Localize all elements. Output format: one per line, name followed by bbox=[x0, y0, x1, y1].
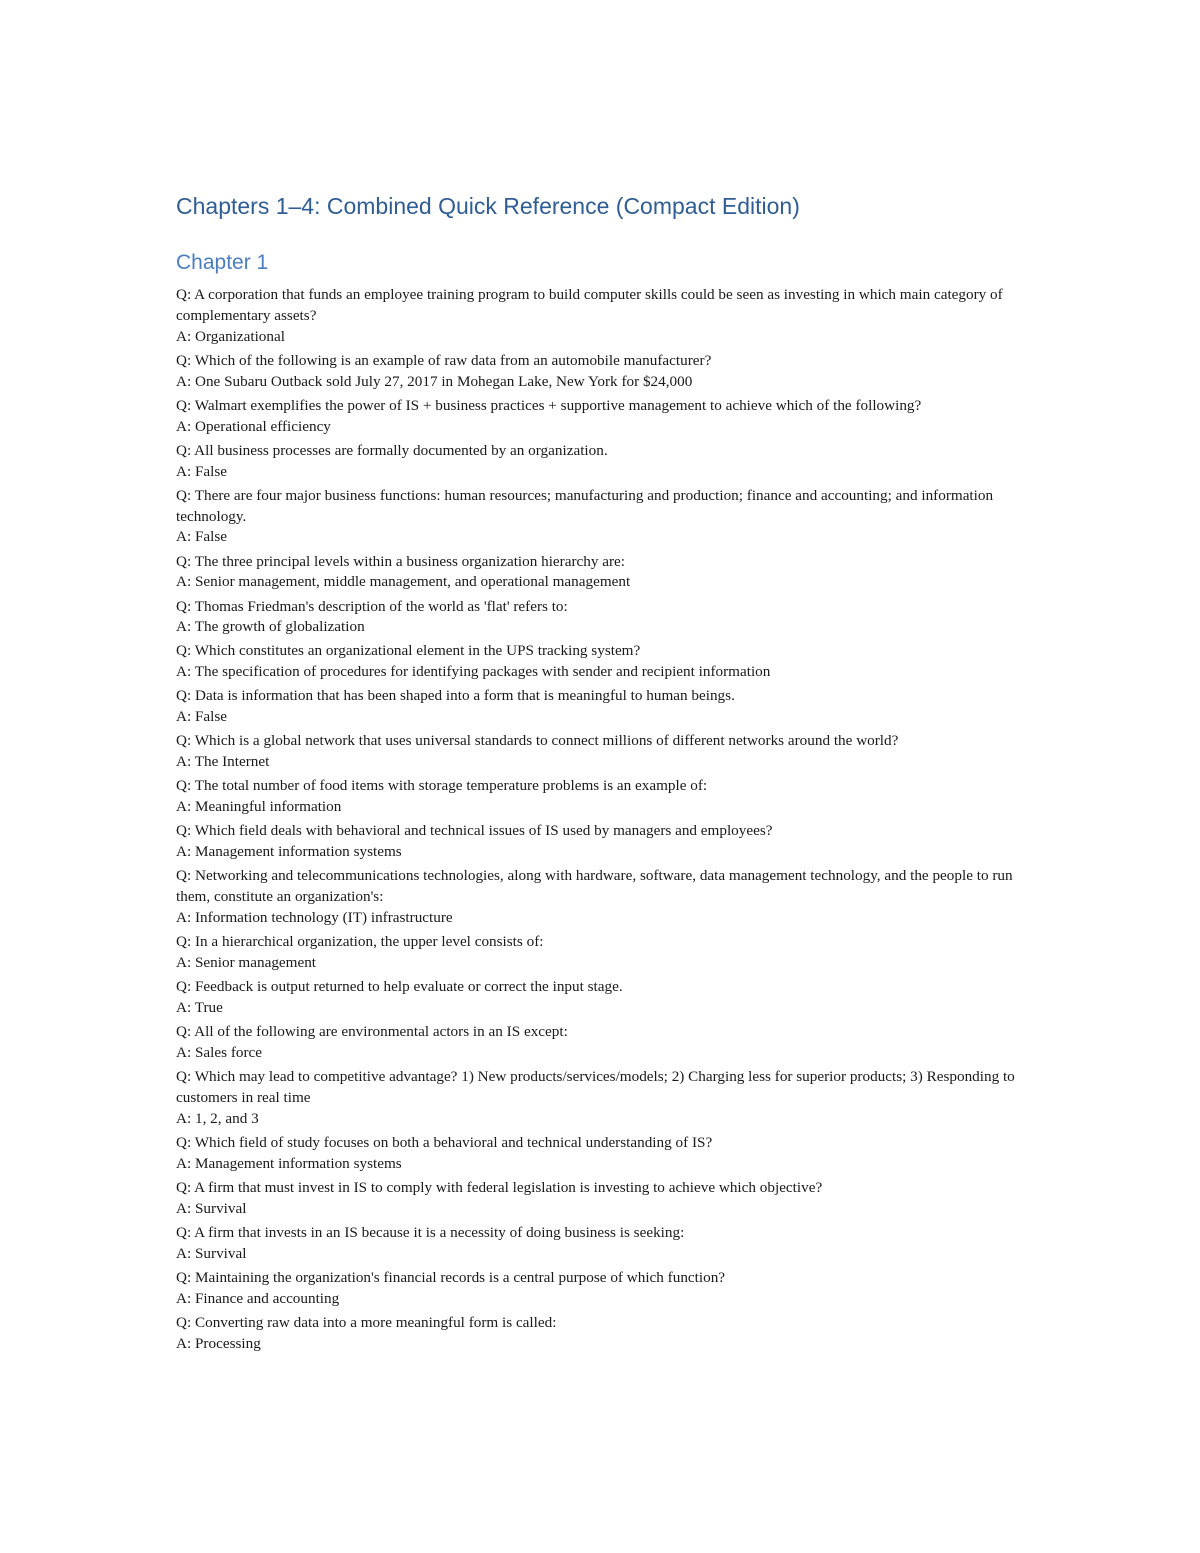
answer-text: A: Finance and accounting bbox=[176, 1289, 340, 1307]
document-title: Chapters 1–4: Combined Quick Reference (Compact Edition) bbox=[176, 193, 800, 219]
qa-item bbox=[176, 1133, 1026, 1175]
question-text: Q: A firm that invests in an IS because it is a necessity of doing business is seeking: bbox=[176, 1223, 685, 1241]
answer-text: A: Sales force bbox=[176, 1043, 263, 1061]
answer-text: A: False bbox=[176, 528, 228, 546]
question-text: Q: Maintaining the organization's financial records is a central purpose of which function? bbox=[176, 1268, 726, 1286]
question-text: Q: There are four major business functions: human resources; manufacturing and production; finance and accounting; and information technology. bbox=[176, 486, 994, 525]
question-text: Q: The total number of food items with storage temperature problems is an example of: bbox=[176, 777, 708, 795]
answer-text: A: Survival bbox=[176, 1244, 247, 1262]
qa-item bbox=[176, 977, 1026, 1019]
answer-text: A: Processing bbox=[176, 1334, 261, 1352]
answer-text: A: The Internet bbox=[176, 753, 270, 771]
answer-text: A: Management information systems bbox=[176, 1154, 402, 1172]
answer-text: A: False bbox=[176, 462, 228, 480]
qa-item bbox=[176, 552, 1026, 594]
question-text: Q: Which field of study focuses on both a behavioral and technical understanding of IS? bbox=[176, 1133, 713, 1151]
question-text: Q: A firm that must invest in IS to comply with federal legislation is investing to achieve which objective? bbox=[176, 1178, 823, 1196]
question-text: Q: Thomas Friedman's description of the world as 'flat' refers to: bbox=[176, 597, 568, 615]
question-text: Q: Walmart exemplifies the power of IS + business practices + supportive management to achieve which of the following? bbox=[176, 396, 922, 414]
qa-item bbox=[176, 1223, 1026, 1265]
qa-item bbox=[176, 932, 1026, 974]
qa-item bbox=[176, 821, 1026, 863]
qa-item bbox=[176, 396, 1026, 438]
answer-text: A: Operational efficiency bbox=[176, 417, 331, 435]
answer-text: A: One Subaru Outback sold July 27, 2017 in Mohegan Lake, New York for $24,000 bbox=[176, 372, 693, 390]
answer-text: A: Senior management bbox=[176, 953, 317, 971]
question-text: Q: Which of the following is an example of raw data from an automobile manufacturer? bbox=[176, 351, 712, 369]
qa-item bbox=[176, 1067, 1026, 1129]
question-text: Q: Which may lead to competitive advantage? 1) New products/services/models; 2) Charging less for superior products; 3) Responding to customers in real time bbox=[176, 1068, 1015, 1106]
answer-text: A: The specification of procedures for identifying packages with sender and recipient information bbox=[176, 663, 771, 681]
answer-text: A: Meaningful information bbox=[176, 798, 342, 816]
question-text: Q: All business processes are formally documented by an organization. bbox=[176, 441, 608, 459]
qa-item bbox=[176, 441, 1026, 483]
chapter-heading: Chapter 1 bbox=[176, 251, 269, 274]
answer-text: A: The growth of globalization bbox=[176, 618, 365, 636]
answer-text: A: Management information systems bbox=[176, 843, 402, 861]
qa-item bbox=[176, 1022, 1026, 1064]
answer-text: A: Survival bbox=[176, 1199, 247, 1217]
qa-item bbox=[176, 776, 1026, 818]
answer-text: A: True bbox=[176, 998, 223, 1016]
question-text: Q: All of the following are environmental actors in an IS except: bbox=[176, 1023, 568, 1041]
question-text: Q: Converting raw data into a more meaningful form is called: bbox=[176, 1313, 557, 1331]
qa-item bbox=[176, 597, 1026, 639]
question-text: Q: A corporation that funds an employee training program to build computer skills could be seen as investing in which main category of complementary assets? bbox=[176, 286, 1003, 324]
qa-item bbox=[176, 731, 1026, 773]
qa-list bbox=[176, 285, 1026, 1358]
question-text: Q: Feedback is output returned to help evaluate or correct the input stage. bbox=[176, 978, 623, 996]
answer-text: A: Senior management, middle management, and operational management bbox=[176, 573, 631, 591]
answer-text: A: Organizational bbox=[176, 327, 285, 345]
qa-item bbox=[176, 1178, 1026, 1220]
qa-item bbox=[176, 686, 1026, 728]
answer-text: A: 1, 2, and 3 bbox=[176, 1109, 259, 1127]
question-text: Q: Data is information that has been shaped into a form that is meaningful to human beings. bbox=[176, 687, 735, 705]
qa-item bbox=[176, 866, 1026, 928]
qa-item bbox=[176, 486, 1026, 548]
question-text: Q: The three principal levels within a business organization hierarchy are: bbox=[176, 552, 626, 570]
question-text: Q: Which constitutes an organizational element in the UPS tracking system? bbox=[176, 642, 641, 660]
qa-item bbox=[176, 285, 1026, 347]
qa-item bbox=[176, 641, 1026, 683]
question-text: Q: Which is a global network that uses universal standards to connect millions of different networks around the world? bbox=[176, 732, 899, 750]
qa-item bbox=[176, 351, 1026, 393]
qa-item bbox=[176, 1313, 1026, 1355]
question-text: Q: Networking and telecommunications technologies, along with hardware, software, data management technology, and the people to run them, constitute an organization's: bbox=[176, 867, 1013, 906]
answer-text: A: Information technology (IT) infrastructure bbox=[176, 909, 453, 926]
qa-item bbox=[176, 1268, 1026, 1310]
question-text: Q: Which field deals with behavioral and technical issues of IS used by managers and employees? bbox=[176, 822, 773, 840]
question-text: Q: In a hierarchical organization, the upper level consists of: bbox=[176, 933, 544, 951]
answer-text: A: False bbox=[176, 708, 228, 726]
